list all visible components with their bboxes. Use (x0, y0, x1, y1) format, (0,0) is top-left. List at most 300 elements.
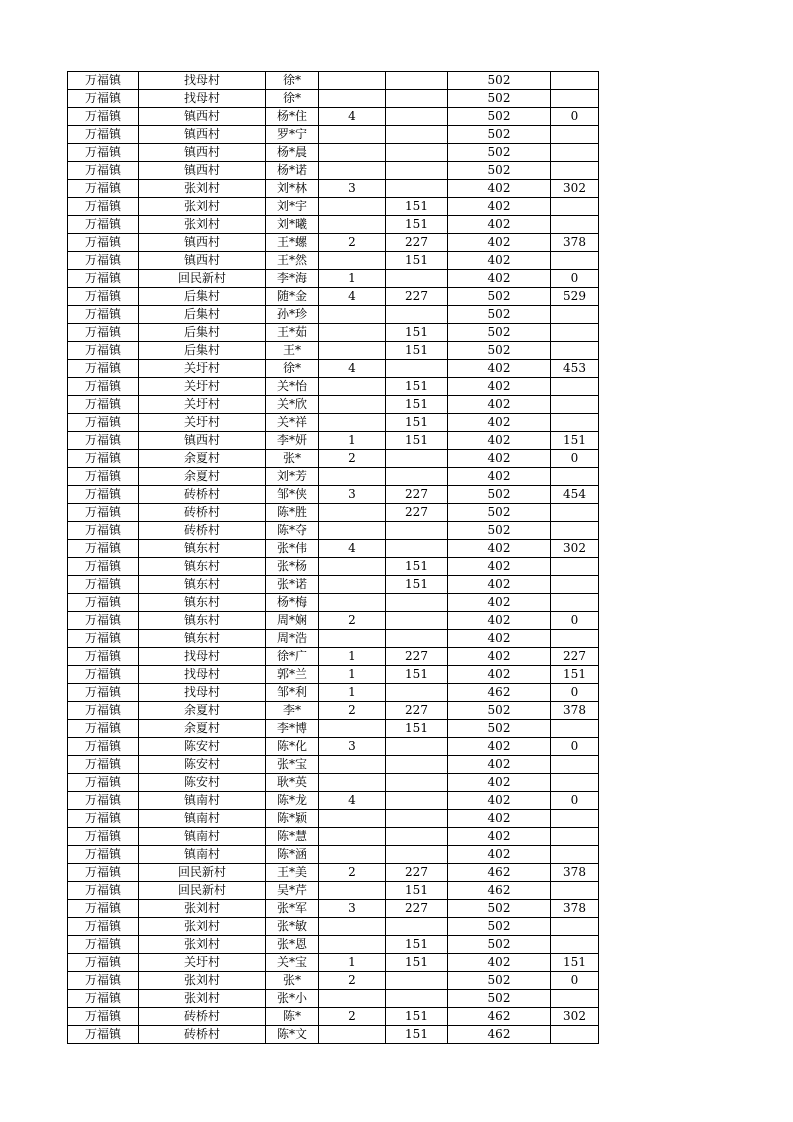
table-row (68, 90, 599, 108)
amount-a-cell (386, 360, 448, 378)
total-cell (551, 882, 599, 900)
village-cell: 余夏村 (139, 720, 266, 738)
table-row (68, 234, 599, 252)
household-size-cell: 1 (319, 648, 386, 666)
village-cell: 关圩村 (139, 360, 266, 378)
amount-a-cell (386, 738, 448, 756)
table-row (68, 522, 599, 540)
household-size-cell: 2 (319, 1008, 386, 1026)
amount-a-cell (386, 306, 448, 324)
amount-a-cell (386, 684, 448, 702)
town-cell: 万福镇 (68, 846, 139, 864)
village-cell: 找母村 (139, 666, 266, 684)
total-cell: 0 (551, 270, 599, 288)
town-cell: 万福镇 (68, 90, 139, 108)
amount-b-cell: 402 (448, 450, 551, 468)
total-cell (551, 324, 599, 342)
amount-a-cell (386, 162, 448, 180)
table-row (68, 468, 599, 486)
table-row (68, 882, 599, 900)
table-row (68, 432, 599, 450)
total-cell: 0 (551, 450, 599, 468)
village-cell: 回民新村 (139, 864, 266, 882)
village-cell: 镇南村 (139, 792, 266, 810)
name-cell: 陈*颖 (266, 810, 319, 828)
table-body (68, 72, 599, 1044)
total-cell (551, 990, 599, 1008)
town-cell: 万福镇 (68, 558, 139, 576)
amount-b-cell: 402 (448, 810, 551, 828)
name-cell: 张*军 (266, 900, 319, 918)
name-cell: 陈*胜 (266, 504, 319, 522)
amount-b-cell: 402 (448, 234, 551, 252)
village-cell: 余夏村 (139, 468, 266, 486)
amount-b-cell: 502 (448, 504, 551, 522)
name-cell: 王* (266, 342, 319, 360)
total-cell: 0 (551, 792, 599, 810)
table-row (68, 720, 599, 738)
household-size-cell (319, 828, 386, 846)
village-cell: 张刘村 (139, 180, 266, 198)
household-size-cell (319, 810, 386, 828)
amount-b-cell: 462 (448, 1008, 551, 1026)
household-size-cell (319, 306, 386, 324)
total-cell: 0 (551, 738, 599, 756)
total-cell (551, 756, 599, 774)
household-size-cell (319, 720, 386, 738)
amount-b-cell: 462 (448, 882, 551, 900)
amount-b-cell: 402 (448, 414, 551, 432)
town-cell: 万福镇 (68, 324, 139, 342)
total-cell (551, 522, 599, 540)
total-cell: 453 (551, 360, 599, 378)
amount-a-cell: 227 (386, 234, 448, 252)
name-cell: 杨*晨 (266, 144, 319, 162)
total-cell (551, 918, 599, 936)
town-cell: 万福镇 (68, 936, 139, 954)
name-cell: 徐* (266, 90, 319, 108)
name-cell: 徐* (266, 72, 319, 90)
amount-b-cell: 402 (448, 180, 551, 198)
town-cell: 万福镇 (68, 234, 139, 252)
amount-b-cell: 502 (448, 288, 551, 306)
amount-b-cell: 402 (448, 666, 551, 684)
total-cell: 529 (551, 288, 599, 306)
total-cell (551, 90, 599, 108)
amount-a-cell (386, 540, 448, 558)
name-cell: 张*宝 (266, 756, 319, 774)
amount-b-cell: 502 (448, 972, 551, 990)
amount-a-cell (386, 450, 448, 468)
amount-b-cell: 502 (448, 900, 551, 918)
household-size-cell (319, 126, 386, 144)
amount-a-cell: 151 (386, 666, 448, 684)
table-row (68, 990, 599, 1008)
amount-b-cell: 462 (448, 864, 551, 882)
town-cell: 万福镇 (68, 666, 139, 684)
amount-a-cell: 151 (386, 252, 448, 270)
total-cell (551, 774, 599, 792)
amount-a-cell: 151 (386, 324, 448, 342)
household-size-cell (319, 936, 386, 954)
town-cell: 万福镇 (68, 828, 139, 846)
amount-b-cell: 502 (448, 162, 551, 180)
name-cell: 关*欣 (266, 396, 319, 414)
village-cell: 陈安村 (139, 738, 266, 756)
household-size-cell (319, 90, 386, 108)
name-cell: 陈*文 (266, 1026, 319, 1044)
amount-a-cell: 227 (386, 864, 448, 882)
table-row (68, 360, 599, 378)
total-cell (551, 468, 599, 486)
amount-b-cell: 502 (448, 702, 551, 720)
table-row (68, 72, 599, 90)
household-size-cell (319, 756, 386, 774)
name-cell: 张*小 (266, 990, 319, 1008)
village-cell: 镇南村 (139, 828, 266, 846)
total-cell (551, 810, 599, 828)
town-cell: 万福镇 (68, 432, 139, 450)
table-row (68, 630, 599, 648)
household-size-cell (319, 558, 386, 576)
name-cell: 陈*化 (266, 738, 319, 756)
amount-b-cell: 402 (448, 558, 551, 576)
amount-b-cell: 402 (448, 756, 551, 774)
total-cell: 0 (551, 108, 599, 126)
table-row (68, 378, 599, 396)
amount-a-cell (386, 810, 448, 828)
table-row (68, 180, 599, 198)
household-size-cell: 1 (319, 432, 386, 450)
household-size-cell (319, 576, 386, 594)
town-cell: 万福镇 (68, 738, 139, 756)
town-cell: 万福镇 (68, 954, 139, 972)
amount-a-cell (386, 468, 448, 486)
total-cell: 302 (551, 180, 599, 198)
village-cell: 找母村 (139, 648, 266, 666)
household-size-cell: 1 (319, 954, 386, 972)
table-row (68, 342, 599, 360)
village-cell: 镇西村 (139, 252, 266, 270)
amount-b-cell: 402 (448, 648, 551, 666)
household-size-cell (319, 198, 386, 216)
total-cell (551, 216, 599, 234)
amount-b-cell: 502 (448, 918, 551, 936)
name-cell: 郭*兰 (266, 666, 319, 684)
name-cell: 李* (266, 702, 319, 720)
amount-b-cell: 502 (448, 522, 551, 540)
town-cell: 万福镇 (68, 1008, 139, 1026)
household-size-cell (319, 378, 386, 396)
amount-b-cell: 402 (448, 738, 551, 756)
household-size-cell: 2 (319, 612, 386, 630)
name-cell: 耿*英 (266, 774, 319, 792)
total-cell (551, 72, 599, 90)
amount-a-cell: 151 (386, 954, 448, 972)
amount-b-cell: 502 (448, 486, 551, 504)
table-row (68, 414, 599, 432)
amount-a-cell: 151 (386, 414, 448, 432)
total-cell (551, 936, 599, 954)
village-cell: 后集村 (139, 324, 266, 342)
town-cell: 万福镇 (68, 594, 139, 612)
town-cell: 万福镇 (68, 792, 139, 810)
town-cell: 万福镇 (68, 774, 139, 792)
household-size-cell (319, 252, 386, 270)
amount-a-cell: 151 (386, 396, 448, 414)
total-cell (551, 1026, 599, 1044)
amount-b-cell: 402 (448, 468, 551, 486)
name-cell: 陈*龙 (266, 792, 319, 810)
village-cell: 关圩村 (139, 414, 266, 432)
total-cell: 454 (551, 486, 599, 504)
amount-a-cell: 151 (386, 936, 448, 954)
name-cell: 随*金 (266, 288, 319, 306)
amount-b-cell: 402 (448, 270, 551, 288)
amount-a-cell (386, 126, 448, 144)
amount-a-cell (386, 990, 448, 1008)
table-row (68, 792, 599, 810)
table-row (68, 648, 599, 666)
village-cell: 镇东村 (139, 594, 266, 612)
village-cell: 张刘村 (139, 918, 266, 936)
amount-b-cell: 402 (448, 360, 551, 378)
table-row (68, 918, 599, 936)
amount-a-cell: 151 (386, 432, 448, 450)
amount-a-cell: 151 (386, 198, 448, 216)
household-size-cell: 2 (319, 864, 386, 882)
amount-a-cell (386, 846, 448, 864)
amount-b-cell: 402 (448, 954, 551, 972)
village-cell: 镇西村 (139, 234, 266, 252)
amount-a-cell (386, 594, 448, 612)
household-size-cell (319, 504, 386, 522)
village-cell: 镇西村 (139, 432, 266, 450)
town-cell: 万福镇 (68, 648, 139, 666)
amount-b-cell: 402 (448, 432, 551, 450)
town-cell: 万福镇 (68, 306, 139, 324)
household-size-cell (319, 414, 386, 432)
town-cell: 万福镇 (68, 126, 139, 144)
name-cell: 徐* (266, 360, 319, 378)
amount-b-cell: 402 (448, 216, 551, 234)
amount-b-cell: 402 (448, 198, 551, 216)
total-cell: 302 (551, 540, 599, 558)
town-cell: 万福镇 (68, 342, 139, 360)
village-cell: 镇西村 (139, 144, 266, 162)
village-cell: 镇南村 (139, 810, 266, 828)
name-cell: 关*祥 (266, 414, 319, 432)
household-size-cell: 1 (319, 684, 386, 702)
town-cell: 万福镇 (68, 216, 139, 234)
amount-a-cell (386, 918, 448, 936)
town-cell: 万福镇 (68, 360, 139, 378)
village-cell: 陈安村 (139, 774, 266, 792)
table-row (68, 270, 599, 288)
total-cell (551, 414, 599, 432)
name-cell: 张*杨 (266, 558, 319, 576)
name-cell: 杨*住 (266, 108, 319, 126)
town-cell: 万福镇 (68, 504, 139, 522)
amount-b-cell: 502 (448, 936, 551, 954)
table-row (68, 288, 599, 306)
village-cell: 砖桥村 (139, 1008, 266, 1026)
town-cell: 万福镇 (68, 198, 139, 216)
amount-a-cell (386, 90, 448, 108)
village-cell: 后集村 (139, 342, 266, 360)
table-row (68, 666, 599, 684)
name-cell: 李*博 (266, 720, 319, 738)
town-cell: 万福镇 (68, 72, 139, 90)
town-cell: 万福镇 (68, 702, 139, 720)
household-size-cell: 4 (319, 288, 386, 306)
village-cell: 关圩村 (139, 954, 266, 972)
village-cell: 镇东村 (139, 576, 266, 594)
village-cell: 回民新村 (139, 270, 266, 288)
town-cell: 万福镇 (68, 486, 139, 504)
amount-b-cell: 402 (448, 540, 551, 558)
amount-b-cell: 502 (448, 306, 551, 324)
town-cell: 万福镇 (68, 720, 139, 738)
total-cell (551, 720, 599, 738)
amount-b-cell: 402 (448, 378, 551, 396)
total-cell: 227 (551, 648, 599, 666)
total-cell: 378 (551, 702, 599, 720)
total-cell: 0 (551, 612, 599, 630)
amount-a-cell (386, 180, 448, 198)
total-cell (551, 126, 599, 144)
household-size-cell (319, 1026, 386, 1044)
total-cell (551, 198, 599, 216)
town-cell: 万福镇 (68, 162, 139, 180)
amount-b-cell: 402 (448, 576, 551, 594)
amount-a-cell (386, 72, 448, 90)
household-size-cell: 3 (319, 180, 386, 198)
amount-a-cell (386, 774, 448, 792)
amount-a-cell: 227 (386, 504, 448, 522)
table-row (68, 144, 599, 162)
table-row (68, 954, 599, 972)
amount-a-cell: 227 (386, 486, 448, 504)
household-size-cell: 2 (319, 234, 386, 252)
total-cell (551, 630, 599, 648)
table-row (68, 1008, 599, 1026)
table-row (68, 162, 599, 180)
table-row (68, 216, 599, 234)
name-cell: 陈* (266, 1008, 319, 1026)
name-cell: 陈*慧 (266, 828, 319, 846)
amount-b-cell: 502 (448, 342, 551, 360)
total-cell (551, 576, 599, 594)
table-row (68, 702, 599, 720)
total-cell (551, 594, 599, 612)
amount-b-cell: 402 (448, 594, 551, 612)
table-row (68, 504, 599, 522)
household-size-cell: 1 (319, 270, 386, 288)
amount-b-cell: 402 (448, 630, 551, 648)
name-cell: 周*浩 (266, 630, 319, 648)
total-cell (551, 144, 599, 162)
amount-b-cell: 462 (448, 684, 551, 702)
amount-b-cell: 502 (448, 108, 551, 126)
village-cell: 张刘村 (139, 198, 266, 216)
village-cell: 镇东村 (139, 612, 266, 630)
town-cell: 万福镇 (68, 180, 139, 198)
total-cell: 0 (551, 684, 599, 702)
town-cell: 万福镇 (68, 882, 139, 900)
amount-a-cell (386, 828, 448, 846)
table-row (68, 396, 599, 414)
town-cell: 万福镇 (68, 522, 139, 540)
name-cell: 杨*诺 (266, 162, 319, 180)
amount-a-cell (386, 630, 448, 648)
total-cell (551, 504, 599, 522)
name-cell: 张*诺 (266, 576, 319, 594)
village-cell: 镇西村 (139, 108, 266, 126)
amount-b-cell: 502 (448, 72, 551, 90)
name-cell: 刘*曦 (266, 216, 319, 234)
village-cell: 陈安村 (139, 756, 266, 774)
household-size-cell: 1 (319, 666, 386, 684)
total-cell (551, 378, 599, 396)
amount-b-cell: 502 (448, 720, 551, 738)
name-cell: 孙*珍 (266, 306, 319, 324)
name-cell: 陈*涵 (266, 846, 319, 864)
total-cell (551, 558, 599, 576)
village-cell: 回民新村 (139, 882, 266, 900)
village-cell: 镇南村 (139, 846, 266, 864)
amount-a-cell (386, 792, 448, 810)
table-row (68, 972, 599, 990)
table-row (68, 486, 599, 504)
total-cell: 302 (551, 1008, 599, 1026)
total-cell: 378 (551, 900, 599, 918)
household-size-cell: 3 (319, 900, 386, 918)
table-row (68, 738, 599, 756)
household-size-cell (319, 468, 386, 486)
table-row (68, 306, 599, 324)
village-cell: 镇西村 (139, 126, 266, 144)
name-cell: 邹*利 (266, 684, 319, 702)
name-cell: 吴*芹 (266, 882, 319, 900)
household-size-cell (319, 594, 386, 612)
name-cell: 张*伟 (266, 540, 319, 558)
table-row (68, 576, 599, 594)
amount-a-cell (386, 144, 448, 162)
village-cell: 余夏村 (139, 702, 266, 720)
amount-b-cell: 502 (448, 144, 551, 162)
household-size-cell (319, 918, 386, 936)
town-cell: 万福镇 (68, 468, 139, 486)
amount-a-cell: 227 (386, 900, 448, 918)
village-cell: 砖桥村 (139, 1026, 266, 1044)
town-cell: 万福镇 (68, 270, 139, 288)
amount-a-cell: 151 (386, 216, 448, 234)
table-row (68, 612, 599, 630)
table-row (68, 108, 599, 126)
table-row (68, 126, 599, 144)
name-cell: 张*恩 (266, 936, 319, 954)
table-row (68, 684, 599, 702)
name-cell: 刘*林 (266, 180, 319, 198)
amount-b-cell: 462 (448, 1026, 551, 1044)
household-size-cell (319, 522, 386, 540)
table-row (68, 1026, 599, 1044)
household-size-cell (319, 630, 386, 648)
household-size-cell (319, 882, 386, 900)
amount-b-cell: 502 (448, 990, 551, 1008)
amount-b-cell: 502 (448, 90, 551, 108)
